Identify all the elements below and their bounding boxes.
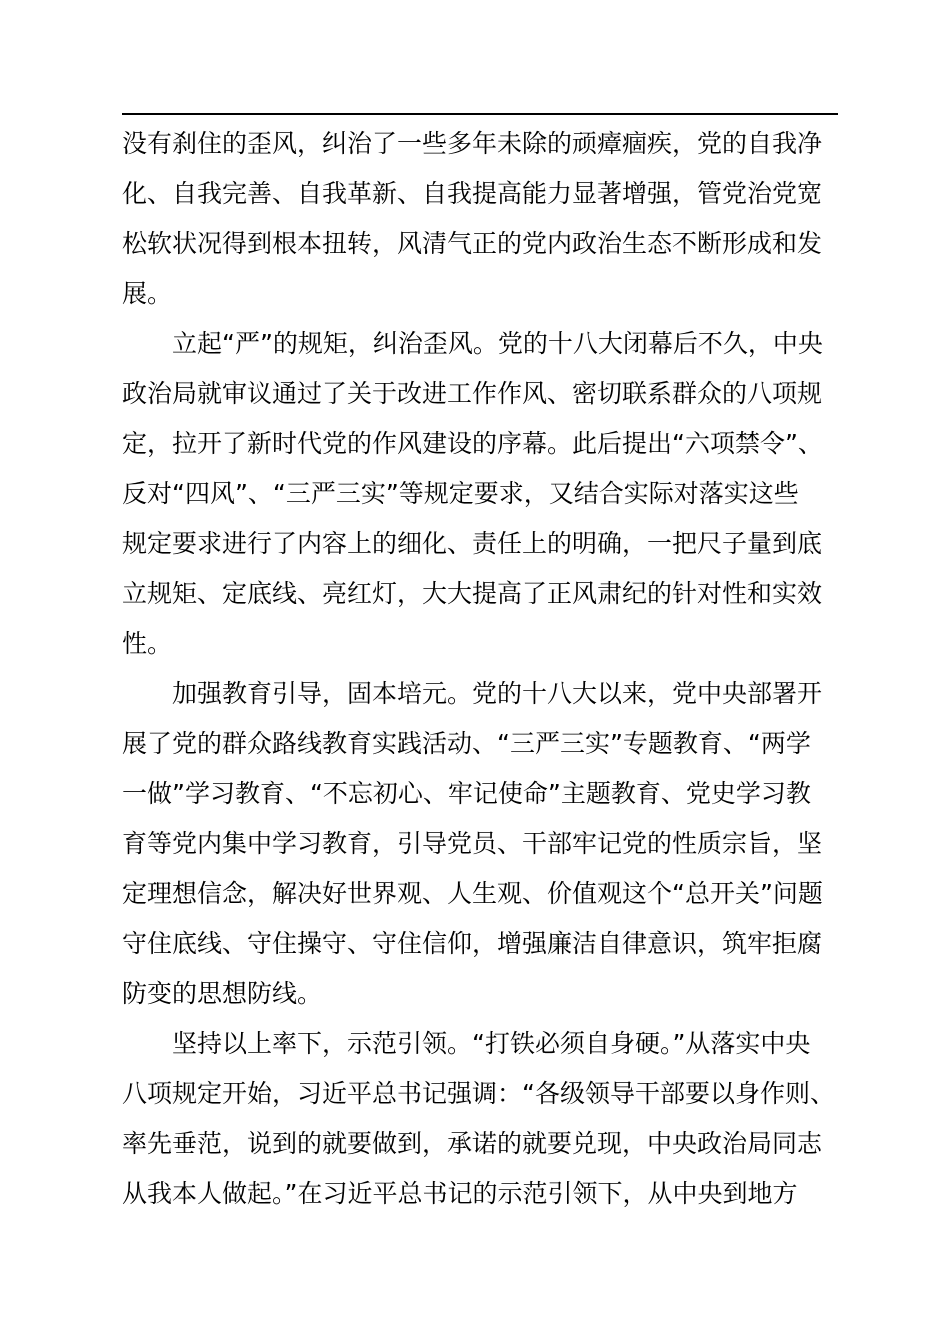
text-line: 没有刹住的歪风，纠治了一些多年未除的顽瘴痼疾，党的自我净 [122,129,823,158]
header-rule [122,113,838,115]
paragraph-start-line: 坚持以上率下，示范引领。“打铁必须自身硬。”从落实中央 [172,1029,811,1058]
text-line: 定，拉开了新时代党的作风建设的序幕。此后提出“六项禁令”、 [122,429,823,458]
text-line: 松软状况得到根本扭转，风清气正的党内政治生态不断形成和发 [122,229,823,258]
text-line: 反对“四风”、“三严三实”等规定要求，又结合实际对落实这些 [122,479,799,508]
text-line: 展。 [122,279,173,308]
text-line: 化、自我完善、自我革新、自我提高能力显著增强，管党治党宽 [122,179,823,208]
text-line: 定理想信念，解决好世界观、人生观、价值观这个“总开关”问题 [122,879,823,908]
text-line: 展了党的群众路线教育实践活动、“三严三实”专题教育、“两学 [122,729,811,758]
paragraph-start-line: 加强教育引导，固本培元。党的十八大以来，党中央部署开 [172,679,823,708]
text-line: 一做”学习教育、“不忘初心、牢记使命”主题教育、党史学习教 [122,779,811,808]
text-line: 从我本人做起。”在习近平总书记的示范引领下，从中央到地方 [122,1179,798,1208]
text-line: 规定要求进行了内容上的细化、责任上的明确，一把尺子量到底 [122,529,823,558]
text-line: 育等党内集中学习教育，引导党员、干部牢记党的性质宗旨，坚 [122,829,823,858]
text-line: 率先垂范，说到的就要做到，承诺的就要兑现，中央政治局同志 [122,1129,823,1158]
text-line: 防变的思想防线。 [122,979,323,1008]
text-line: 性。 [122,629,173,658]
text-line: 守住底线、守住操守、守住信仰，增强廉洁自律意识，筑牢拒腐 [122,929,823,958]
paragraph-start-line: 立起“严”的规矩，纠治歪风。党的十八大闭幕后不久，中央 [172,329,823,358]
text-line: 立规矩、定底线、亮红灯，大大提高了正风肃纪的针对性和实效 [122,579,823,608]
text-line: 八项规定开始，习近平总书记强调：“各级领导干部要以身作则、 [122,1079,835,1108]
text-line: 政治局就审议通过了关于改进工作作风、密切联系群众的八项规 [122,379,823,408]
